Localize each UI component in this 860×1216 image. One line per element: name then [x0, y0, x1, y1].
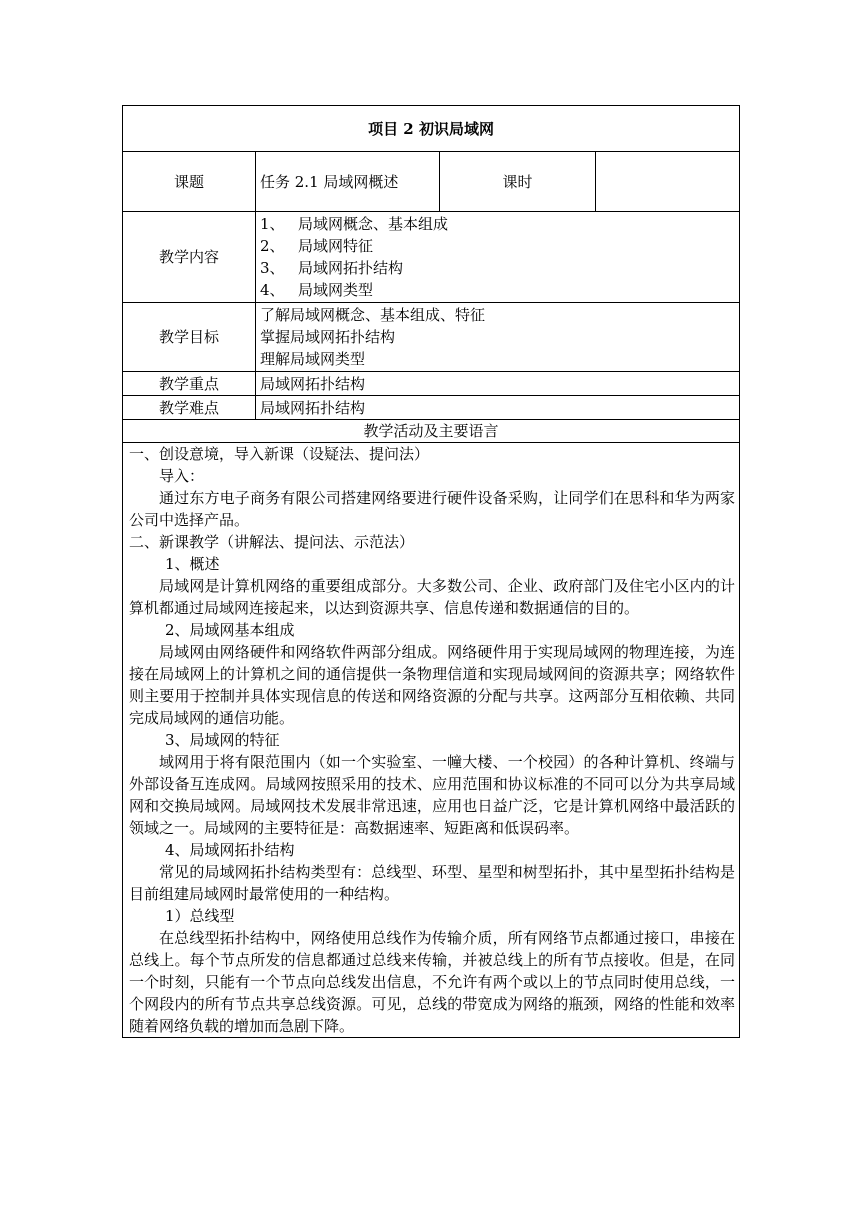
goal-line: 了解局域网概念、基本组成、特征: [260, 306, 486, 324]
page-title: 项目 2 初识局域网: [123, 106, 740, 152]
goals-label: 教学目标: [123, 303, 256, 372]
paragraph: 常见的局域网拓扑结构类型有：总线型、环型、星型和树型拓扑，其中星型拓扑结构是目前组建局域网时最常使用的一种结构。: [129, 863, 736, 903]
goal-line: 掌握局域网拓扑结构: [260, 328, 396, 346]
content-list: [256, 212, 740, 303]
key-point-label: 教学重点: [123, 372, 256, 396]
subsection-title: 3、局域网的特征: [165, 731, 280, 749]
paragraph: 在总线型拓扑结构中，网络使用总线作为传输介质，所有网络节点都通过接口，串接在总线上。每个节点所发的信息都通过总线来传输，并被总线上的所有节点接收。但是，在同一个时刻，只能有一个节点向总线发出信息，不允许有两个或以上的节点同时使用总线，一个网段内的所有节点共享总线资源。可见，总线的带宽成为网络的瓶颈，网络的性能和效率随着网络负载的增加而急剧下降。: [129, 929, 736, 1035]
content-label: 教学内容: [123, 212, 256, 303]
goals-list: [256, 303, 740, 372]
subsection-title: 1、概述: [165, 555, 220, 573]
key-point-value: 局域网拓扑结构: [256, 372, 740, 396]
hours-value: [596, 152, 740, 212]
goal-line: 理解局域网类型: [260, 350, 366, 368]
difficulty-label: 教学难点: [123, 396, 256, 420]
difficulty-value: 局域网拓扑结构: [256, 396, 740, 420]
list-item: 2、 局域网特征: [260, 237, 374, 255]
list-item: 3、 局域网拓扑结构: [260, 259, 404, 277]
paragraph: 域网用于将有限范围内（如一个实验室、一幢大楼、一个校园）的各种计算机、终端与外部设备互连成网。局域网按照采用的技术、应用范围和协议标准的不同可以分为共享局域网和交换局域网。局域网技术发展非常迅速，应用也日益广泛，它是计算机网络中最活跃的领域之一。局域网的主要特征是：高数据速率、短距离和低误码率。: [129, 753, 736, 837]
section-heading: 二、新课教学（讲解法、提问法、示范法）: [129, 533, 415, 551]
section-heading: 一、创设意境，导入新课（设疑法、提问法）: [129, 445, 430, 463]
lesson-plan-table: [122, 105, 740, 1038]
activities-body: [123, 443, 740, 1038]
intro-label: 导入：: [159, 467, 205, 485]
subsection-title: 4、局域网拓扑结构: [165, 841, 295, 859]
topic-label: 课题: [123, 152, 256, 212]
subsection-title: 2、局域网基本组成: [165, 621, 295, 639]
activities-header: 教学活动及主要语言: [123, 420, 740, 443]
list-item: 4、 局域网类型: [260, 281, 374, 299]
subsection-title: 1）总线型: [165, 907, 235, 925]
lesson-plan-page: [122, 105, 739, 1038]
list-item: 1、 局域网概念、基本组成: [260, 215, 449, 233]
paragraph: 通过东方电子商务有限公司搭建网络要进行硬件设备采购，让同学们在思科和华为两家公司中选择产品。: [129, 489, 736, 529]
paragraph: 局域网由网络硬件和网络软件两部分组成。网络硬件用于实现局域网的物理连接，为连接在局域网上的计算机之间的通信提供一条物理信道和实现局域网间的资源共享；网络软件则主要用于控制并具体实现信息的传送和网络资源的分配与共享。这两部分互相依赖、共同完成局域网的通信功能。: [129, 643, 736, 727]
paragraph: 局域网是计算机网络的重要组成部分。大多数公司、企业、政府部门及住宅小区内的计算机都通过局域网连接起来，以达到资源共享、信息传递和数据通信的目的。: [129, 577, 736, 617]
hours-label: 课时: [440, 152, 596, 212]
topic-value: 任务 2.1 局域网概述: [256, 152, 440, 212]
